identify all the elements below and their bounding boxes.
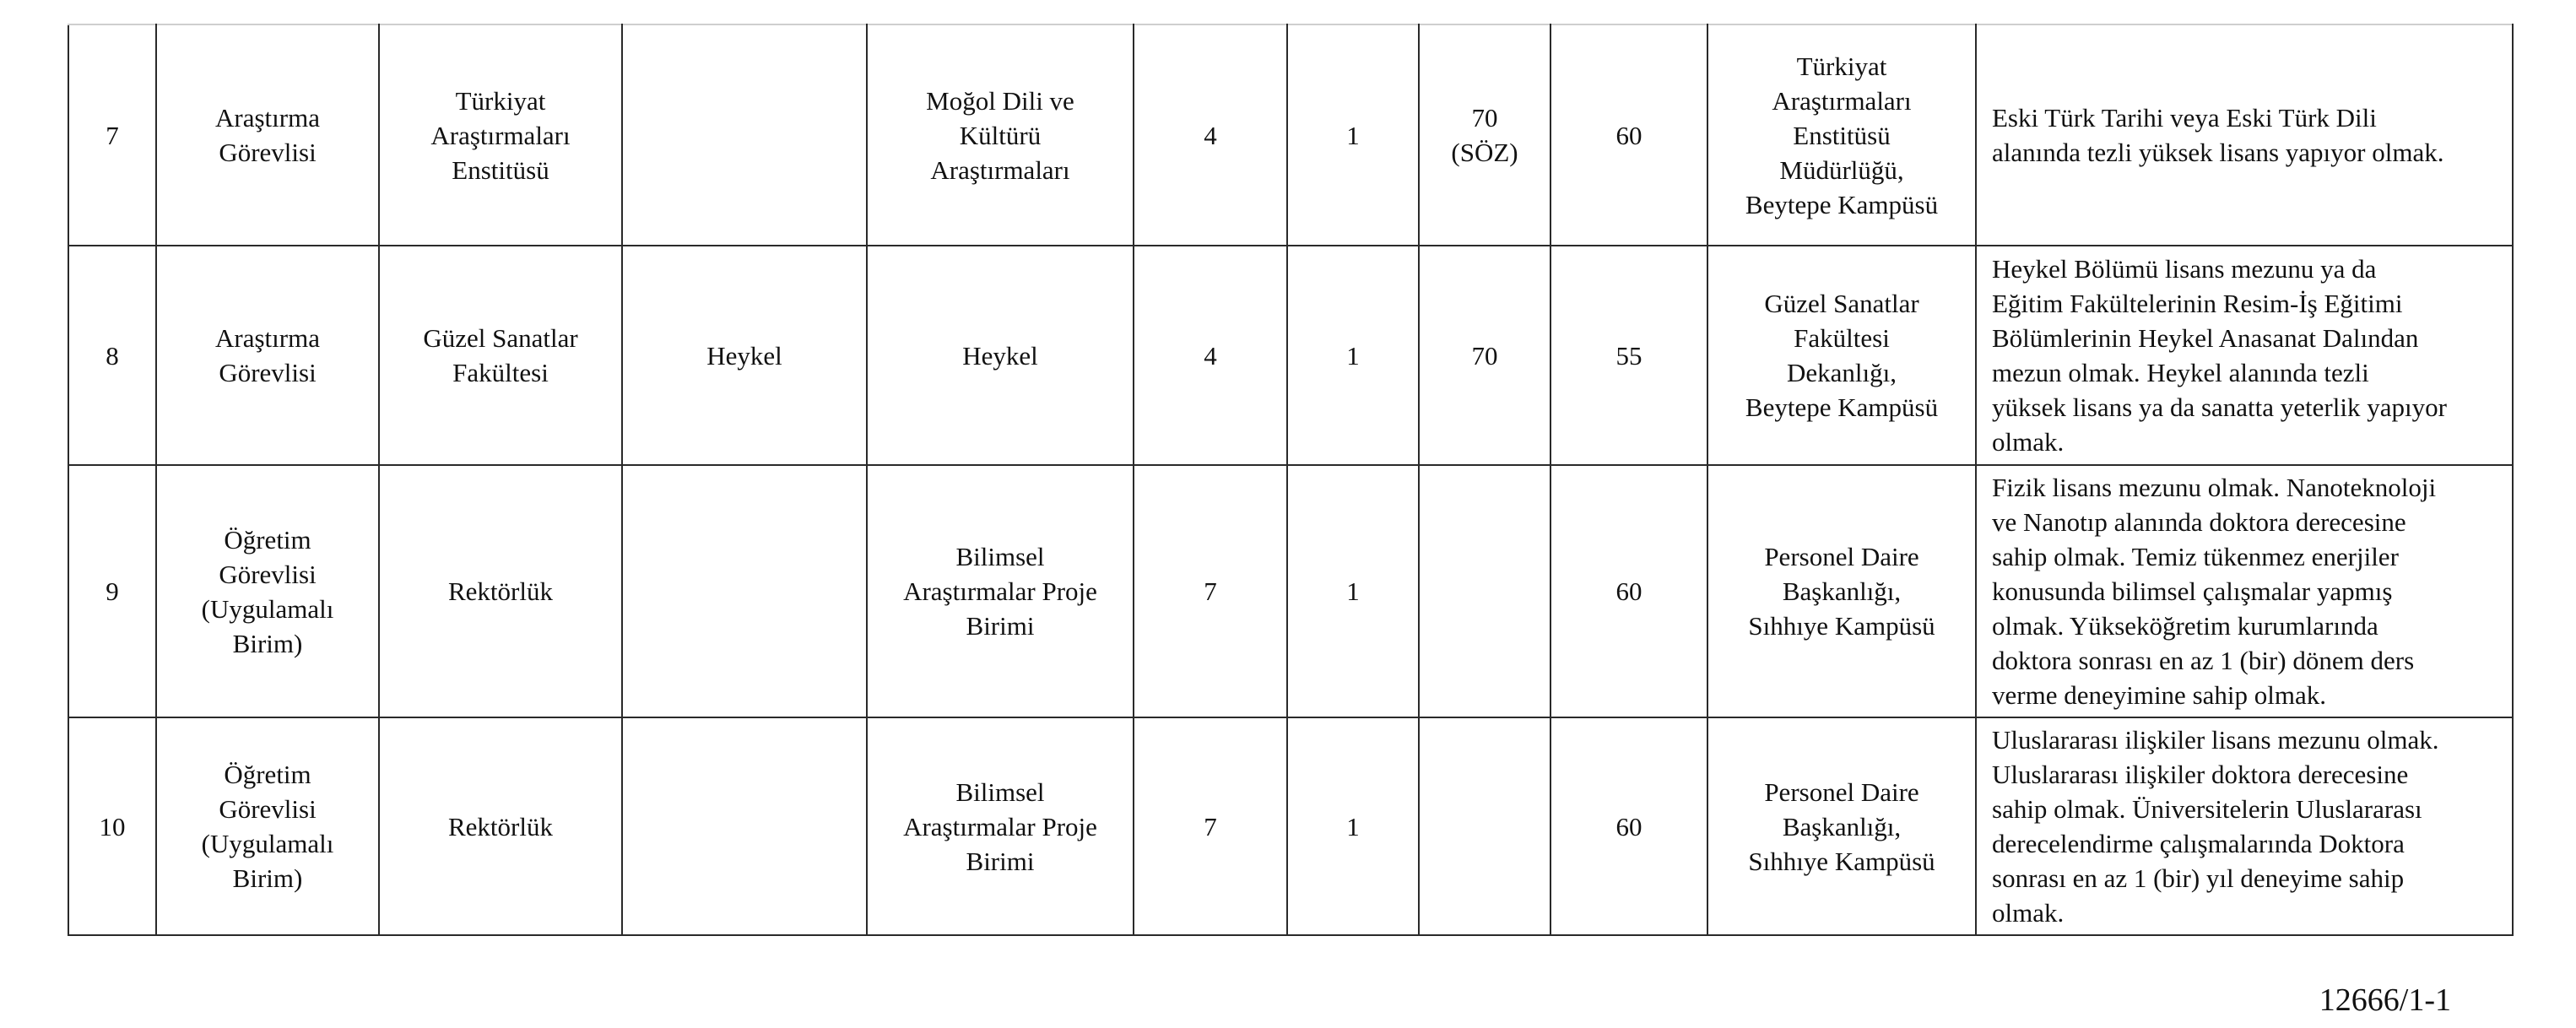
- conditions-cell: Uluslararası ilişkiler lisans mezunu olmak. Uluslararası ilişkiler doktora derecesine sahip olmak. Üniversitelerin Uluslararası derecelendirme çalışmalarında Doktora sonrası en az 1 (bir) yıl deneyime sahip olmak.: [1976, 717, 2513, 935]
- unit-cell: Rektörlük: [379, 717, 622, 935]
- program-cell: Bilimsel Araştırmalar Proje Birimi: [867, 717, 1134, 935]
- department-cell: Heykel: [622, 246, 867, 465]
- position-title-cell: Araştırma Görevlisi: [156, 24, 379, 246]
- position-count-cell: 1: [1287, 246, 1419, 465]
- ales-score-cell: 70: [1419, 246, 1550, 465]
- unit-cell: Türkiyat Araştırmaları Enstitüsü: [379, 24, 622, 246]
- department-cell: [622, 717, 867, 935]
- table-row: [68, 717, 2513, 935]
- job-listing-table-container: [68, 24, 2512, 936]
- table-row: [68, 246, 2513, 465]
- staff-degree-cell: 7: [1134, 465, 1287, 717]
- conditions-cell: Fizik lisans mezunu olmak. Nanoteknoloji ve Nanotıp alanında doktora derecesine sahip olmak. Temiz tükenmez enerjiler konusunda bilimsel çalışmalar yapmış olmak. Yükseköğretim kurumlarında doktora sonrası en az 1 (bir) dönem ders verme deneyimine sahip olmak.: [1976, 465, 2513, 717]
- position-count-cell: 1: [1287, 717, 1419, 935]
- position-count-cell: 1: [1287, 465, 1419, 717]
- application-place-cell: Türkiyat Araştırmaları Enstitüsü Müdürlüğü, Beytepe Kampüsü: [1707, 24, 1976, 246]
- row-number-cell: 10: [68, 717, 156, 935]
- position-title-cell: Araştırma Görevlisi: [156, 246, 379, 465]
- language-score-cell: 60: [1550, 465, 1707, 717]
- row-number-cell: 8: [68, 246, 156, 465]
- table-row: [68, 465, 2513, 717]
- conditions-cell: Heykel Bölümü lisans mezunu ya da Eğitim Fakültelerinin Resim-İş Eğitimi Bölümlerinin Heykel Anasanat Dalından mezun olmak. Heykel alanında tezli yüksek lisans ya da sanatta yeterlik yapıyor olmak.: [1976, 246, 2513, 465]
- application-place-cell: Personel Daire Başkanlığı, Sıhhıye Kampüsü: [1707, 717, 1976, 935]
- language-score-cell: 60: [1550, 24, 1707, 246]
- application-place-cell: Personel Daire Başkanlığı, Sıhhıye Kampüsü: [1707, 465, 1976, 717]
- table-row: [68, 24, 2513, 246]
- program-cell: Moğol Dili ve Kültürü Araştırmaları: [867, 24, 1134, 246]
- staff-degree-cell: 4: [1134, 246, 1287, 465]
- row-number-cell: 9: [68, 465, 156, 717]
- unit-cell: Rektörlük: [379, 465, 622, 717]
- application-place-cell: Güzel Sanatlar Fakültesi Dekanlığı, Beytepe Kampüsü: [1707, 246, 1976, 465]
- position-title-cell: Öğretim Görevlisi (Uygulamalı Birim): [156, 717, 379, 935]
- staff-degree-cell: 7: [1134, 717, 1287, 935]
- department-cell: [622, 24, 867, 246]
- unit-cell: Güzel Sanatlar Fakültesi: [379, 246, 622, 465]
- row-number-cell: 7: [68, 24, 156, 246]
- language-score-cell: 55: [1550, 246, 1707, 465]
- page-number: 12666/1-1: [2319, 982, 2451, 1018]
- language-score-cell: 60: [1550, 717, 1707, 935]
- program-cell: Heykel: [867, 246, 1134, 465]
- ales-score-cell: [1419, 465, 1550, 717]
- position-count-cell: 1: [1287, 24, 1419, 246]
- ales-score-cell: 70 (SÖZ): [1419, 24, 1550, 246]
- position-title-cell: Öğretim Görevlisi (Uygulamalı Birim): [156, 465, 379, 717]
- department-cell: [622, 465, 867, 717]
- program-cell: Bilimsel Araştırmalar Proje Birimi: [867, 465, 1134, 717]
- ales-score-cell: [1419, 717, 1550, 935]
- conditions-cell: Eski Türk Tarihi veya Eski Türk Dili alanında tezli yüksek lisans yapıyor olmak.: [1976, 24, 2513, 246]
- job-listing-table: [68, 24, 2514, 936]
- staff-degree-cell: 4: [1134, 24, 1287, 246]
